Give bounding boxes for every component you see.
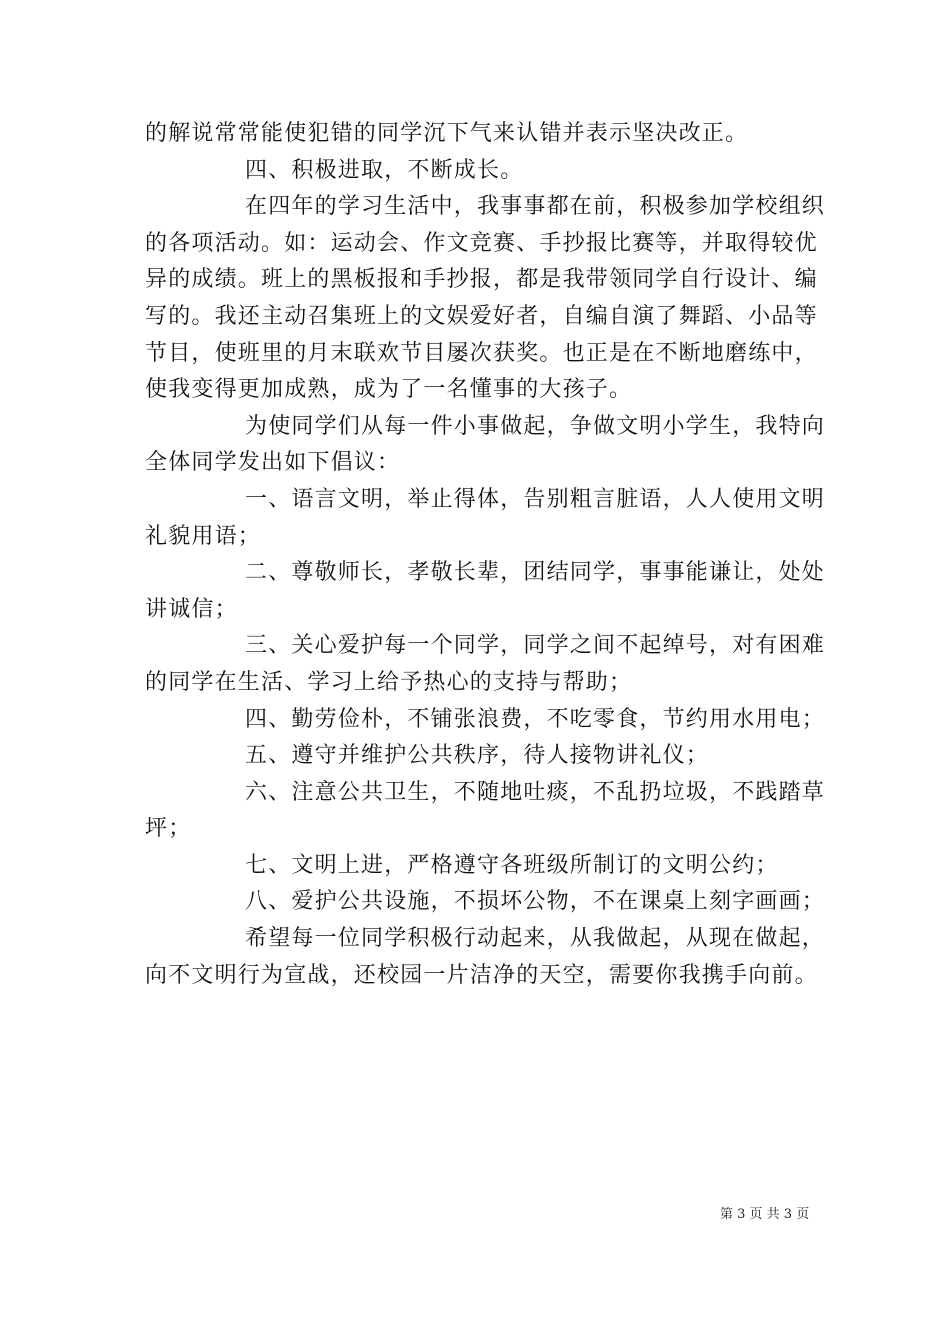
text-line: 四、勤劳俭朴，不铺张浪费，不吃零食，节约用水用电； bbox=[245, 706, 826, 732]
text-line: 五、遵守并维护公共秩序，待人接物讲礼仪； bbox=[245, 743, 710, 769]
text-line: 全体同学发出如下倡议： bbox=[145, 450, 401, 476]
text-line: 三、关心爱护每一个同学，同学之间不起绰号，对有困难 bbox=[245, 633, 826, 659]
text-line: 使我变得更加成熟，成为了一名懂事的大孩子。 bbox=[145, 377, 633, 403]
page-number-footer: 第 3 页 共 3 页 bbox=[720, 1207, 810, 1222]
text-line: 希望每一位同学积极行动起来，从我做起，从现在做起， bbox=[245, 926, 826, 952]
text-line: 节目，使班里的月末联欢节目屡次获奖。也正是在不断地磨练中， bbox=[145, 340, 818, 366]
text-line: 向不文明行为宣战，还校园一片洁净的天空，需要你我携手向前。 bbox=[145, 962, 818, 988]
text-line: 二、尊敬师长，孝敬长辈，团结同学，事事能谦让，处处 bbox=[245, 560, 826, 586]
text-line: 的各项活动。如：运动会、作文竞赛、手抄报比赛等，并取得较优 bbox=[145, 230, 818, 256]
text-line: 六、注意公共卫生，不随地吐痰，不乱扔垃圾，不践踏草 bbox=[245, 779, 826, 805]
text-line: 八、爱护公共设施，不损坏公物，不在课桌上刻字画画； bbox=[245, 889, 826, 915]
text-line: 在四年的学习生活中，我事事都在前，积极参加学校组织 bbox=[245, 194, 826, 220]
text-line: 坪； bbox=[145, 816, 192, 842]
text-line: 一、语言文明，举止得体，告别粗言脏语，人人使用文明 bbox=[245, 486, 826, 512]
text-line: 的解说常常能使犯错的同学沉下气来认错并表示坚决改正。 bbox=[145, 121, 749, 146]
text-line: 的同学在生活、学习上给予热心的支持与帮助； bbox=[145, 669, 633, 695]
text-line: 写的。我还主动召集班上的文娱爱好者，自编自演了舞蹈、小品等 bbox=[145, 303, 818, 329]
text-line: 讲诚信； bbox=[145, 596, 238, 622]
text-line: 礼貌用语； bbox=[145, 523, 262, 549]
text-line: 异的成绩。班上的黑板报和手抄报，都是我带领同学自行设计、编 bbox=[145, 267, 818, 293]
text-line: 七、文明上进，严格遵守各班级所制订的文明公约； bbox=[245, 852, 779, 878]
text-line: 为使同学们从每一件小事做起，争做文明小学生，我特向 bbox=[245, 413, 826, 439]
body-text bbox=[145, 116, 826, 994]
text-line: 四、积极进取，不断成长。 bbox=[245, 157, 524, 183]
